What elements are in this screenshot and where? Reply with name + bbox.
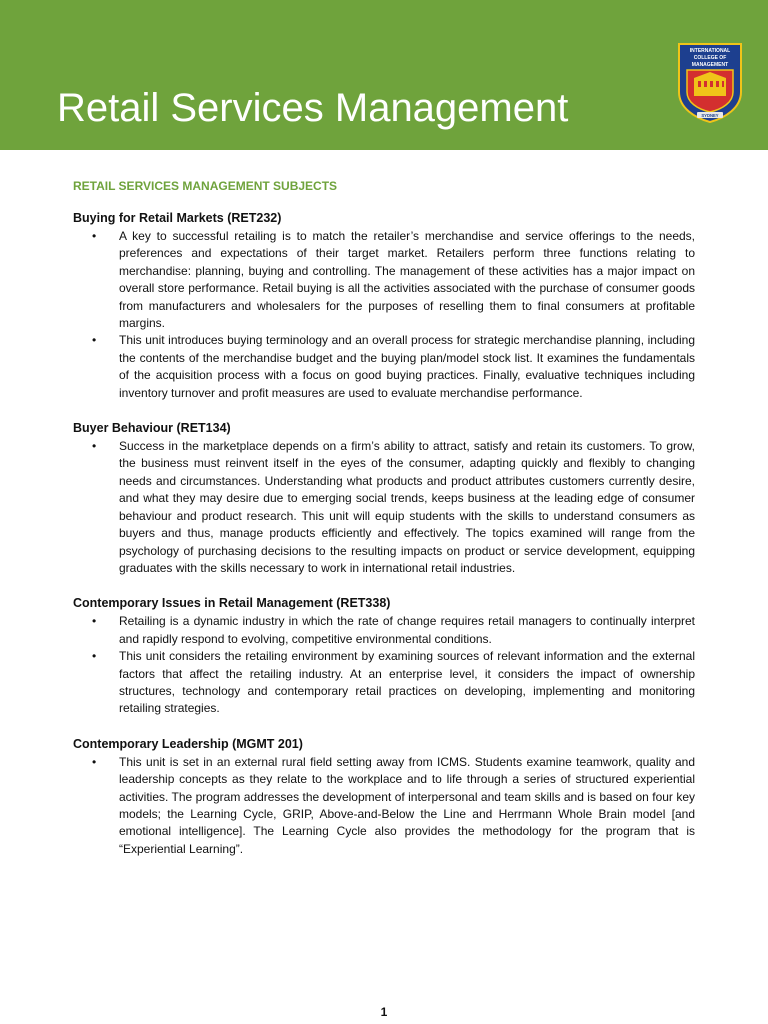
list-item-text: Retailing is a dynamic industry in which the rate of change requires retail managers to continually interpret and rapidly respond to evolving, competitive environmental conditions. — [119, 614, 695, 646]
bullet-icon: • — [92, 754, 97, 769]
bullet-list — [73, 754, 695, 858]
list-item — [73, 228, 695, 332]
subject-block — [73, 210, 695, 402]
list-item-text: This unit considers the retailing environment by examining sources of relevant information and the external factors that affect the retailing industry. At an enterprise level, it considers the impact of ownership structures, technology and contemporary retail practices on developing, implementing and monitoring retailing strategies. — [119, 649, 695, 716]
bullet-icon: • — [92, 229, 97, 243]
subject-title: Buying for Retail Markets (RET232) — [73, 211, 282, 225]
subject-title: Buyer Behaviour (RET134) — [73, 421, 231, 436]
list-item — [73, 648, 695, 718]
list-item — [73, 332, 695, 402]
list-item-text: Success in the marketplace depends on a firm’s ability to attract, satisfy and retain its customers. To grow, the business must reinvent itself in the eyes of the consumer, adapting quickly and flexibly to changing needs and circumstances. Understanding what products and product attributes customers currently desire, and what they may desire due to emerging social trends, keeps business at the leading edge of consumer behaviour and product research. This unit will equip students with the skills to understand consumers as buyers and thus, manage products efficiently and effectively. The topics examined will range from the psychology of purchasing decisions to the resulting impacts on product or service development, equipping graduates with the skills necessary to work in international retail industries. — [119, 439, 695, 575]
subject-block — [73, 420, 695, 577]
list-item-text: A key to successful retailing is to match the retailer’s merchandise and service offerings to the needs, preferences and expectations of their target market. Retailers perform three functions relating to merchandise: planning, buying and controlling. The management of these activities has a major impact on overall store performance. Retail buying is all the activities associated with the purchase of consumer goods from manufacturers and wholesalers for the purposes of reselling them to final consumers at profitable margins. — [119, 229, 695, 331]
bullet-list — [73, 613, 695, 717]
bullet-icon: • — [92, 614, 97, 629]
subject-block — [73, 595, 695, 717]
bullet-list — [73, 228, 695, 402]
bullet-icon: • — [92, 439, 97, 454]
crest-text-line-1: INTERNATIONAL — [689, 48, 731, 54]
bullet-list — [73, 438, 695, 577]
crest-text-line-2: COLLEGE OF — [693, 55, 727, 61]
subject-block — [73, 736, 695, 858]
list-item — [73, 754, 695, 858]
list-item-text: This unit is set in an external rural field setting away from ICMS. Students examine teamwork, quality and leadership concepts as they relate to the workplace and to life through a series of structured experiential activities. The program addresses the development of interpersonal and team skills and is based on four key models; the Learning Cycle, GRIP, Above-and-Below the Line and Herrmann Whole Brain model [and emotional intelligence]. The Learning Cycle also provides the methodology for the program that is “Experiential Learning”. — [119, 754, 695, 856]
list-item — [73, 438, 695, 577]
subject-title: Contemporary Leadership (MGMT 201) — [73, 736, 303, 751]
bullet-icon: • — [92, 649, 97, 664]
document-body — [73, 178, 695, 876]
list-item-text: This unit introduces buying terminology and an overall process for strategic merchandise planning, including the contents of the merchandise budget and the buying plan/model stock list. It examines the fundamentals of the acquisition process with a focus on good buying practices. Finally, evaluative techniques including inventory turnover and profit measures are used to evaluate merchandise performance. — [119, 333, 695, 400]
bullet-icon: • — [92, 333, 97, 348]
crest-text-sydney: SYDNEY — [701, 113, 719, 118]
college-crest-logo — [677, 42, 743, 124]
subject-title: Contemporary Issues in Retail Management (RET338) — [73, 596, 391, 611]
header-banner — [0, 0, 768, 150]
crest-text-line-3: MANAGEMENT — [691, 62, 729, 68]
list-item — [73, 613, 695, 648]
section-heading: RETAIL SERVICES MANAGEMENT SUBJECTS — [73, 179, 338, 193]
page-title: Retail Services Management — [57, 86, 569, 130]
page-number: 1 — [380, 1005, 388, 1019]
